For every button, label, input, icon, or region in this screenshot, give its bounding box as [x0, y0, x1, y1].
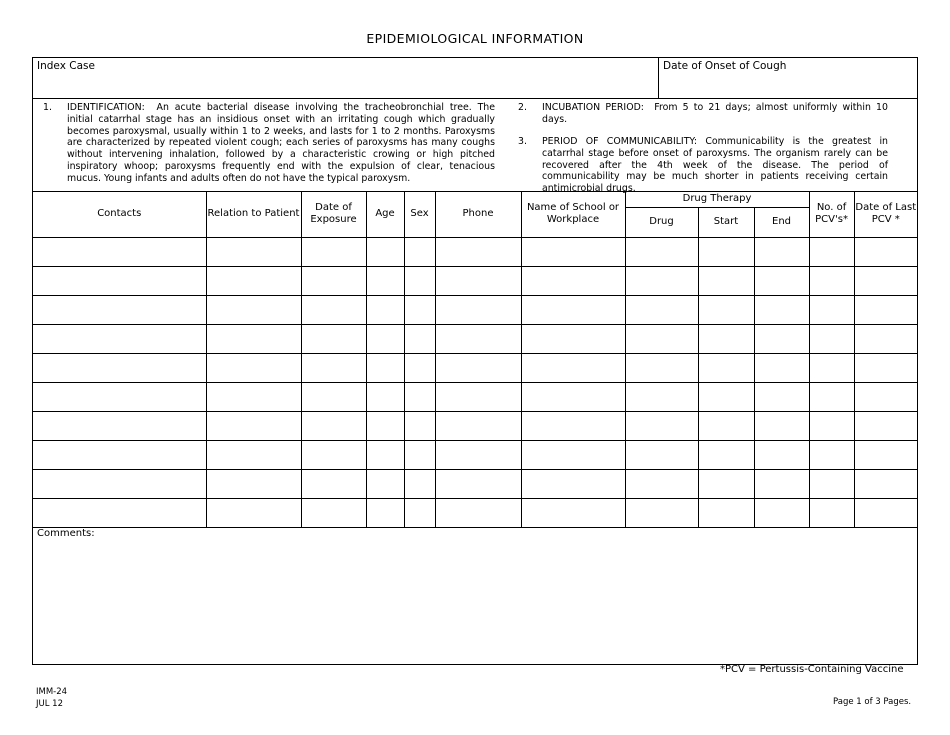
table-cell[interactable] — [33, 412, 206, 441]
table-cell[interactable] — [521, 412, 625, 441]
form-identifier — [36, 686, 67, 710]
table-cell[interactable] — [698, 441, 754, 470]
col-start: Start — [698, 207, 754, 237]
col-age: Age — [366, 191, 404, 238]
contacts-table-body — [33, 238, 917, 528]
table-cell[interactable] — [625, 412, 698, 441]
table-cell[interactable] — [404, 238, 435, 267]
table-cell[interactable] — [809, 267, 854, 296]
table-cell[interactable] — [366, 470, 404, 499]
table-cell[interactable] — [698, 499, 754, 528]
table-cell[interactable] — [206, 238, 301, 267]
communicability-number: 3. — [518, 136, 527, 147]
col-phone: Phone — [435, 191, 521, 238]
table-cell[interactable] — [698, 267, 754, 296]
table-cell[interactable] — [625, 325, 698, 354]
table-cell[interactable] — [404, 296, 435, 325]
comments-label: Comments: — [37, 528, 95, 539]
table-row — [33, 383, 917, 412]
form-revision-date: JUL 12 — [36, 699, 63, 709]
table-cell[interactable] — [404, 470, 435, 499]
table-cell[interactable] — [301, 267, 366, 296]
table-cell[interactable] — [33, 238, 206, 267]
communicability-paragraph — [518, 136, 888, 195]
table-cell[interactable] — [404, 383, 435, 412]
table-cell[interactable] — [404, 325, 435, 354]
table-cell[interactable] — [625, 238, 698, 267]
col-exposure: Date of Exposure — [301, 191, 366, 238]
onset-date-field[interactable] — [659, 58, 917, 98]
table-cell[interactable] — [698, 325, 754, 354]
table-cell[interactable] — [301, 470, 366, 499]
table-cell[interactable] — [854, 325, 917, 354]
table-cell[interactable] — [33, 267, 206, 296]
table-cell[interactable] — [366, 296, 404, 325]
table-cell[interactable] — [206, 441, 301, 470]
table-cell[interactable] — [809, 470, 854, 499]
table-cell[interactable] — [521, 238, 625, 267]
col-end: End — [754, 207, 809, 237]
table-cell[interactable] — [854, 499, 917, 528]
table-cell[interactable] — [301, 238, 366, 267]
table-row — [33, 441, 917, 470]
table-cell[interactable] — [698, 383, 754, 412]
table-cell[interactable] — [301, 499, 366, 528]
table-cell[interactable] — [854, 238, 917, 267]
col-last-pcv: Date of Last PCV * — [854, 191, 917, 238]
incubation-heading: INCUBATION PERIOD: — [542, 102, 644, 113]
table-cell[interactable] — [698, 412, 754, 441]
table-cell[interactable] — [625, 354, 698, 383]
table-cell[interactable] — [33, 441, 206, 470]
table-cell[interactable] — [625, 267, 698, 296]
onset-date-label: Date of Onset of Cough — [663, 60, 787, 72]
table-row — [33, 412, 917, 441]
table-row — [33, 296, 917, 325]
col-school: Name of School or Workplace — [521, 191, 625, 238]
table-cell[interactable] — [301, 296, 366, 325]
table-cell[interactable] — [435, 238, 521, 267]
table-cell[interactable] — [435, 499, 521, 528]
table-cell[interactable] — [301, 383, 366, 412]
table-cell[interactable] — [366, 412, 404, 441]
incubation-number: 2. — [518, 102, 527, 113]
table-cell[interactable] — [754, 412, 809, 441]
table-cell[interactable] — [404, 412, 435, 441]
comments-field[interactable] — [33, 526, 917, 664]
table-cell[interactable] — [206, 383, 301, 412]
table-cell[interactable] — [521, 499, 625, 528]
form-code: IMM-24 — [36, 687, 68, 697]
table-cell[interactable] — [435, 354, 521, 383]
table-row — [33, 470, 917, 499]
table-cell[interactable] — [521, 325, 625, 354]
table-cell[interactable] — [854, 267, 917, 296]
table-row — [33, 499, 917, 528]
table-cell[interactable] — [206, 296, 301, 325]
table-cell[interactable] — [206, 354, 301, 383]
form-title: EPIDEMIOLOGICAL INFORMATION — [366, 31, 584, 46]
table-cell[interactable] — [435, 267, 521, 296]
table-cell[interactable] — [854, 470, 917, 499]
table-cell[interactable] — [404, 499, 435, 528]
table-cell[interactable] — [206, 325, 301, 354]
identification-number: 1. — [43, 102, 52, 113]
table-cell[interactable] — [366, 267, 404, 296]
table-cell[interactable] — [854, 354, 917, 383]
table-cell[interactable] — [435, 441, 521, 470]
table-cell[interactable] — [625, 470, 698, 499]
table-cell[interactable] — [366, 499, 404, 528]
table-cell[interactable] — [754, 499, 809, 528]
table-cell[interactable] — [854, 383, 917, 412]
table-cell[interactable] — [625, 296, 698, 325]
identification-paragraph — [43, 102, 496, 185]
incubation-paragraph — [518, 102, 888, 126]
table-cell[interactable] — [625, 499, 698, 528]
table-cell[interactable] — [206, 267, 301, 296]
table-cell[interactable] — [366, 441, 404, 470]
table-cell[interactable] — [754, 441, 809, 470]
pcv-footnote: *PCV = Pertussis-Containing Vaccine — [720, 664, 904, 675]
table-cell[interactable] — [435, 470, 521, 499]
table-cell[interactable] — [625, 383, 698, 412]
communicability-heading: PERIOD OF COMMUNICABILITY: — [542, 136, 698, 147]
page-number: Page 1 of 3 Pages. — [833, 697, 912, 707]
table-cell[interactable] — [698, 470, 754, 499]
col-pcv-count: No. of PCV's* — [809, 191, 854, 238]
table-cell[interactable] — [854, 412, 917, 441]
table-cell[interactable] — [301, 412, 366, 441]
table-row — [33, 238, 917, 267]
table-cell[interactable] — [521, 470, 625, 499]
table-row — [33, 325, 917, 354]
table-cell[interactable] — [809, 412, 854, 441]
table-cell[interactable] — [809, 383, 854, 412]
table-cell[interactable] — [809, 238, 854, 267]
table-cell[interactable] — [404, 441, 435, 470]
table-cell[interactable] — [435, 296, 521, 325]
table-cell[interactable] — [521, 354, 625, 383]
table-row — [33, 267, 917, 296]
table-cell[interactable] — [754, 296, 809, 325]
table-cell[interactable] — [754, 325, 809, 354]
table-cell[interactable] — [809, 354, 854, 383]
table-cell[interactable] — [521, 383, 625, 412]
table-cell[interactable] — [698, 296, 754, 325]
table-cell[interactable] — [521, 267, 625, 296]
header-row — [33, 58, 917, 99]
table-cell[interactable] — [33, 383, 206, 412]
table-cell[interactable] — [206, 499, 301, 528]
table-cell[interactable] — [625, 441, 698, 470]
table-cell[interactable] — [435, 383, 521, 412]
identification-heading: IDENTIFICATION: — [67, 102, 145, 113]
table-cell[interactable] — [33, 354, 206, 383]
table-cell[interactable] — [854, 296, 917, 325]
table-cell[interactable] — [521, 441, 625, 470]
index-case-label: Index Case — [37, 60, 95, 72]
disease-info-section — [33, 98, 917, 195]
table-cell[interactable] — [33, 296, 206, 325]
table-cell[interactable] — [435, 412, 521, 441]
table-cell[interactable] — [366, 325, 404, 354]
table-cell[interactable] — [33, 325, 206, 354]
col-drug: Drug — [625, 207, 698, 237]
incubation-text: From 5 to 21 days; almost uniformly within 10 days. — [542, 102, 888, 125]
table-row — [33, 354, 917, 383]
table-cell[interactable] — [206, 470, 301, 499]
table-cell[interactable] — [698, 238, 754, 267]
index-case-field[interactable] — [33, 58, 659, 98]
table-cell[interactable] — [301, 325, 366, 354]
table-cell[interactable] — [435, 325, 521, 354]
table-cell[interactable] — [854, 441, 917, 470]
table-cell[interactable] — [301, 441, 366, 470]
table-cell[interactable] — [366, 354, 404, 383]
table-cell[interactable] — [754, 383, 809, 412]
table-cell[interactable] — [366, 383, 404, 412]
table-cell[interactable] — [404, 267, 435, 296]
table-cell[interactable] — [809, 499, 854, 528]
table-cell[interactable] — [33, 499, 206, 528]
table-cell[interactable] — [809, 296, 854, 325]
col-sex: Sex — [404, 191, 435, 238]
col-contacts: Contacts — [33, 191, 206, 238]
table-cell[interactable] — [809, 441, 854, 470]
table-cell[interactable] — [301, 354, 366, 383]
col-relation: Relation to Patient — [206, 191, 301, 238]
table-cell[interactable] — [754, 470, 809, 499]
contacts-table — [33, 191, 917, 528]
table-cell[interactable] — [754, 238, 809, 267]
epidemiological-form — [32, 57, 918, 665]
table-cell[interactable] — [33, 470, 206, 499]
table-cell[interactable] — [366, 238, 404, 267]
table-cell[interactable] — [754, 267, 809, 296]
table-cell[interactable] — [809, 325, 854, 354]
identification-text: An acute bacterial disease involving the tracheobronchial tree. The initial catarrhal stage has an insidious onset with an irritating cough which gradually becomes paroxysmal, usually within 1 to 2 weeks, and lasts for 1 to 2 months. Paroxysms are characterized by repeated violent cough; each series of paroxysms has many coughs without intervening inhalation, followed by a characteristic crowing or high pitched inspiratory whoop; paroxysms frequently end with the expulsion of clear, tenacious mucus. Young infants and adults often do not have the typical paroxysm. — [67, 102, 496, 184]
table-cell[interactable] — [754, 354, 809, 383]
communicability-text: Communicability is the greatest in catarrhal stage before onset of paroxysms. The organism rarely can be recovered after the 4th week of the disease. The period of communicability may be much shorter in patients receiving certain antimicrobial drugs. — [542, 136, 888, 195]
table-cell[interactable] — [698, 354, 754, 383]
col-drug-therapy: Drug Therapy — [625, 191, 809, 207]
table-cell[interactable] — [206, 412, 301, 441]
table-cell[interactable] — [404, 354, 435, 383]
table-cell[interactable] — [521, 296, 625, 325]
